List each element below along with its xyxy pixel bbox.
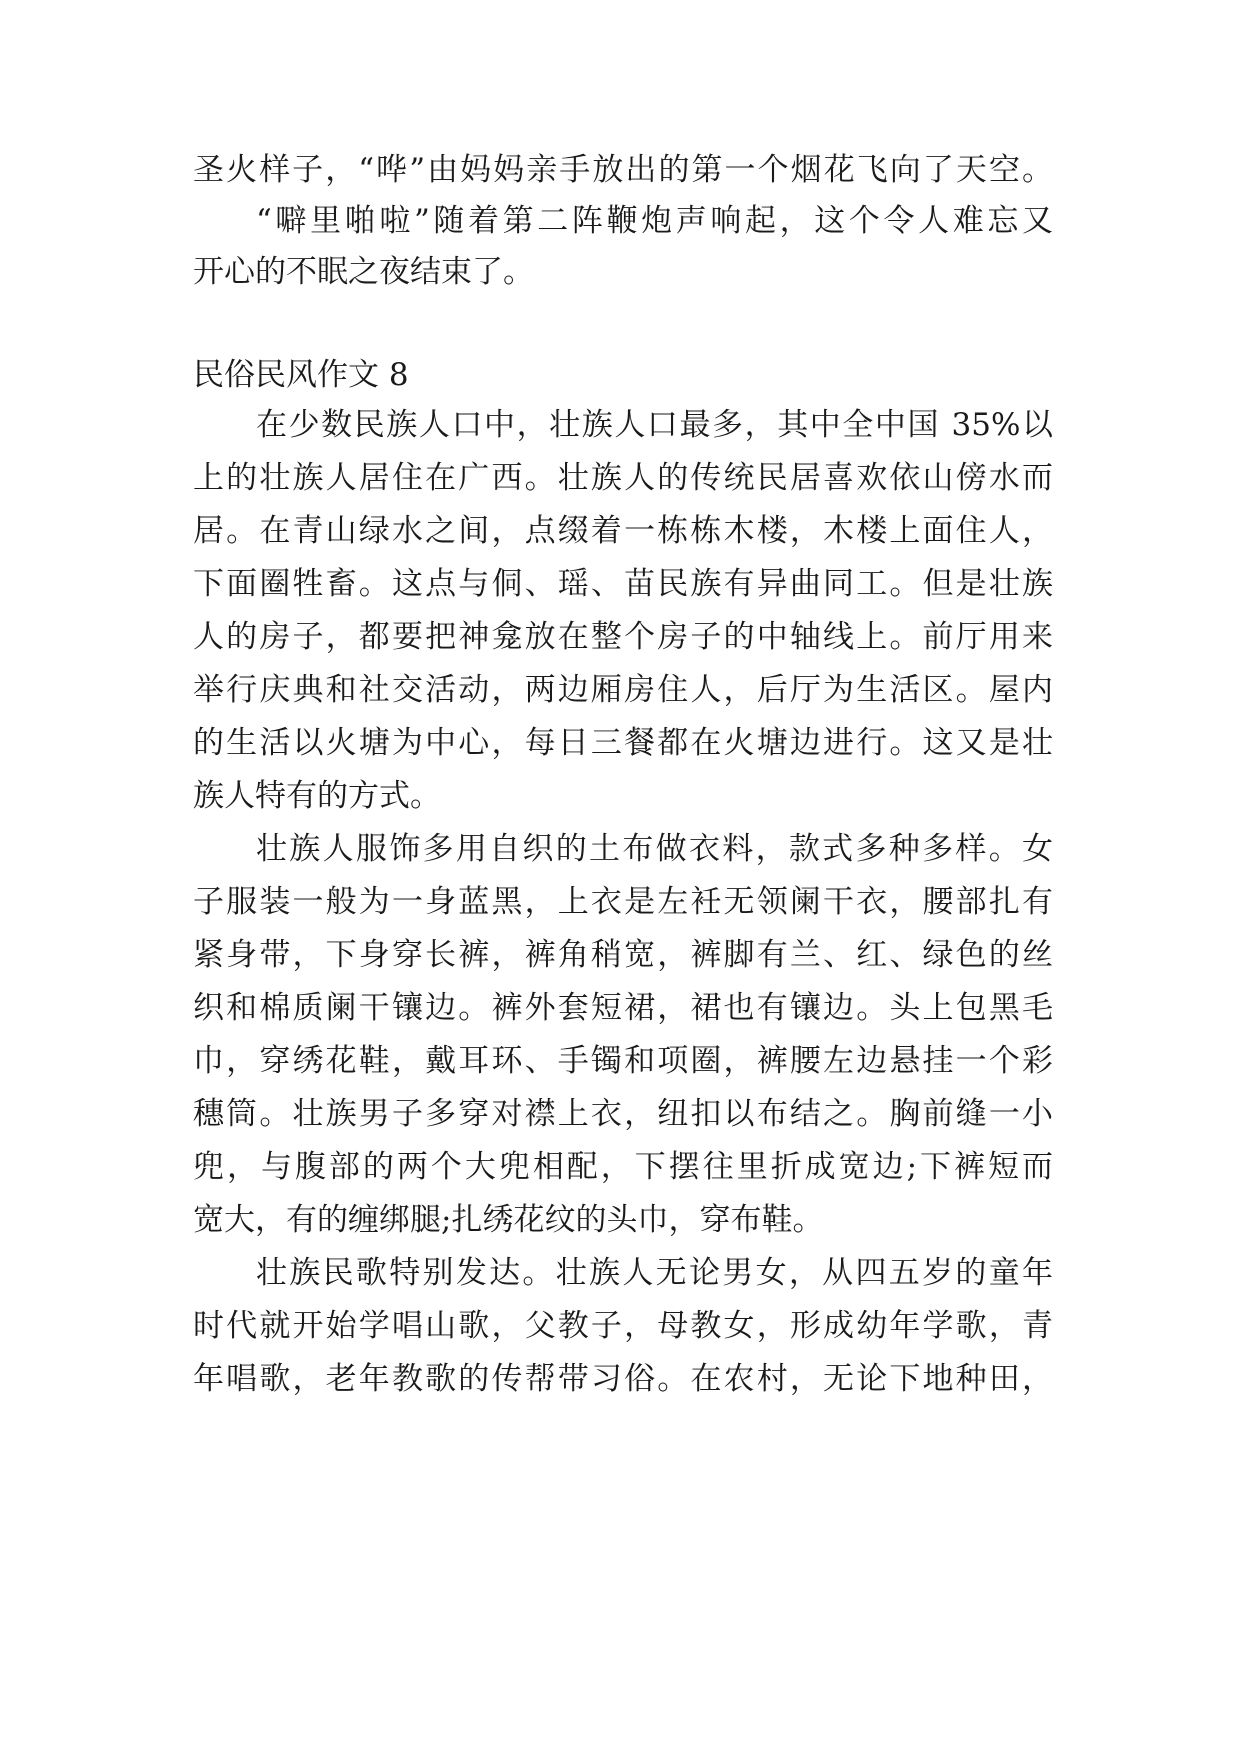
- intro-line-3: 开心的不眠之夜结束了。: [193, 254, 534, 290]
- paragraph1-line-8: 族人特有的方式。: [193, 778, 441, 814]
- paragraph1-line-7: 的生活以火塘为中心，每日三餐都在火塘边进行。这又是壮: [193, 725, 1053, 761]
- paragraph2-line-3: 紧身带，下身穿长裤，裤角稍宽，裤脚有兰、红、绿色的丝: [193, 937, 1053, 973]
- paragraph2-line-6: 穗筒。壮族男子多穿对襟上衣，纽扣以布结之。胸前缝一小: [193, 1096, 1053, 1132]
- paragraph3-line-2: 时代就开始学唱山歌，父教子，母教女，形成幼年学歌，青: [193, 1308, 1053, 1344]
- paragraph2-line-7: 兜，与腹部的两个大兜相配，下摆往里折成宽边;下裤短而: [193, 1149, 1053, 1185]
- intro-line-2: “噼里啪啦”随着第二阵鞭炮声响起，这个令人难忘又: [256, 203, 1053, 239]
- paragraph3-line-1: 壮族民歌特别发达。壮族人无论男女，从四五岁的童年: [256, 1255, 1053, 1291]
- paragraph1-line-5: 人的房子，都要把神龛放在整个房子的中轴线上。前厅用来: [193, 619, 1053, 655]
- paragraph2-line-1: 壮族人服饰多用自织的土布做衣料，款式多种多样。女: [256, 831, 1053, 867]
- paragraph3-line-3: 年唱歌，老年教歌的传帮带习俗。在农村，无论下地种田，: [193, 1361, 1053, 1397]
- paragraph2-line-5: 巾，穿绣花鞋，戴耳环、手镯和项圈，裤腰左边悬挂一个彩: [193, 1043, 1053, 1079]
- paragraph1-line-4: 下面圈牲畜。这点与侗、瑶、苗民族有异曲同工。但是壮族: [193, 566, 1053, 602]
- paragraph2-line-8: 宽大，有的缠绑腿;扎绣花纹的头巾，穿布鞋。: [193, 1202, 824, 1238]
- section-heading: 民俗民风作文 8: [193, 357, 409, 393]
- paragraph1-line-6: 举行庆典和社交活动，两边厢房住人，后厅为生活区。屋内: [193, 672, 1053, 708]
- paragraph2-line-4: 织和棉质阑干镶边。裤外套短裙，裙也有镶边。头上包黑毛: [193, 990, 1053, 1026]
- paragraph2-line-2: 子服装一般为一身蓝黑，上衣是左衽无领阑干衣，腰部扎有: [193, 884, 1053, 920]
- paragraph1-line-2: 上的壮族人居住在广西。壮族人的传统民居喜欢依山傍水而: [193, 460, 1053, 496]
- intro-line-1: 圣火样子，“哗”由妈妈亲手放出的第一个烟花飞向了天空。: [193, 152, 1053, 188]
- paragraph1-line-1: 在少数民族人口中，壮族人口最多，其中全中国 35%以: [256, 407, 1053, 443]
- paragraph1-line-3: 居。在青山绿水之间，点缀着一栋栋木楼，木楼上面住人，: [193, 513, 1053, 549]
